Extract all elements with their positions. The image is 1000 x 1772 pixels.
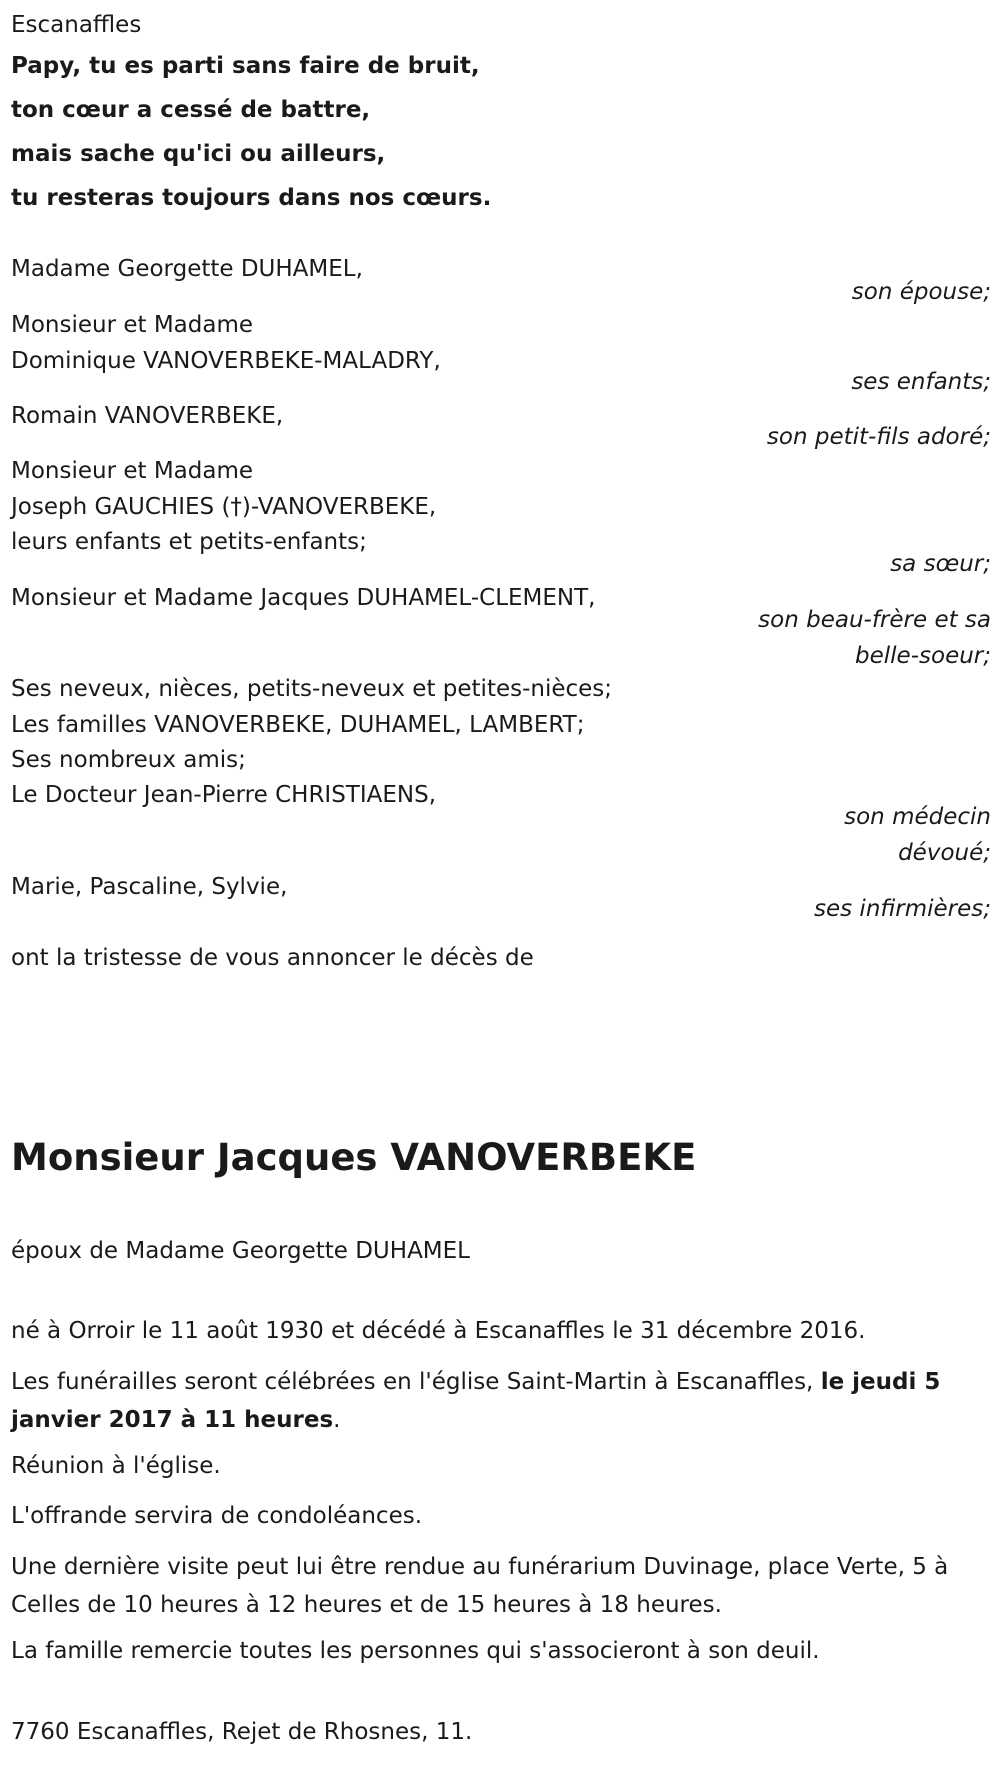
others-line-1: Ses neveux, nièces, petits-neveux et petites-nièces;: [11, 676, 613, 702]
spouse-line: époux de Madame Georgette DUHAMEL: [11, 1238, 470, 1264]
others-line-2: Les familles VANOVERBEKE, DUHAMEL, LAMBERT;: [11, 712, 585, 738]
inlaw-relation-1: son beau-frère et sa: [758, 607, 991, 633]
address: 7760 Escanaffles, Rejet de Rhosnes, 11.: [11, 1719, 473, 1745]
wife-relation: son épouse;: [851, 279, 991, 305]
poem-line-4: tu resteras toujours dans nos cœurs.: [11, 185, 492, 211]
wife-name: Madame Georgette DUHAMEL,: [11, 256, 363, 282]
thanks: La famille remercie toutes les personnes qui s'associeront à son deuil.: [11, 1638, 820, 1664]
children-line-2: Dominique VANOVERBEKE-MALADRY,: [11, 348, 441, 374]
sister-line-1: Monsieur et Madame: [11, 458, 254, 484]
location-heading: Escanaffles: [11, 12, 142, 38]
announcement: ont la tristesse de vous annoncer le décès de: [11, 945, 534, 971]
funeral-end: .: [333, 1407, 341, 1433]
grandson-name: Romain VANOVERBEKE,: [11, 403, 284, 429]
poem-line-3: mais sache qu'ici ou ailleurs,: [11, 141, 386, 167]
poem-line-2: ton cœur a cessé de battre,: [11, 97, 371, 123]
nurses-name: Marie, Pascaline, Sylvie,: [11, 874, 288, 900]
doctor-relation-1: son médecin: [844, 804, 991, 830]
meeting: Réunion à l'église.: [11, 1453, 221, 1479]
offering: L'offrande servira de condoléances.: [11, 1503, 423, 1529]
children-line-1: Monsieur et Madame: [11, 312, 254, 338]
poem-line-1: Papy, tu es parti sans faire de bruit,: [11, 53, 480, 79]
others-line-3: Ses nombreux amis;: [11, 747, 246, 773]
funeral-date: le jeudi 5 janvier 2017 à 11 heures: [11, 1369, 941, 1433]
birth-death: né à Orroir le 11 août 1930 et décédé à Escanaffles le 31 décembre 2016.: [11, 1318, 866, 1344]
funeral-paragraph: [11, 1363, 986, 1439]
deceased-name: Monsieur Jacques VANOVERBEKE: [11, 1136, 697, 1179]
inlaw-name: Monsieur et Madame Jacques DUHAMEL-CLEMENT,: [11, 585, 596, 611]
grandson-relation: son petit-fils adoré;: [766, 424, 991, 450]
sister-line-3: leurs enfants et petits-enfants;: [11, 529, 367, 555]
visit: Une dernière visite peut lui être rendue au funérarium Duvinage, place Verte, 5 à Celles de 10 heures à 12 heures et de 15 heures à 18 heures.: [11, 1554, 949, 1618]
inlaw-relation-2: belle-soeur;: [855, 643, 991, 669]
sister-relation: sa sœur;: [890, 551, 991, 577]
children-relation: ses enfants;: [851, 369, 991, 395]
funeral-text: Les funérailles seront célébrées en l'église Saint-Martin à Escanaffles,: [11, 1369, 821, 1395]
doctor-name: Le Docteur Jean-Pierre CHRISTIAENS,: [11, 782, 437, 808]
sister-line-2: Joseph GAUCHIES (†)-VANOVERBEKE,: [11, 494, 437, 520]
nurses-relation: ses infirmières;: [814, 896, 991, 922]
doctor-relation-2: dévoué;: [898, 840, 991, 866]
